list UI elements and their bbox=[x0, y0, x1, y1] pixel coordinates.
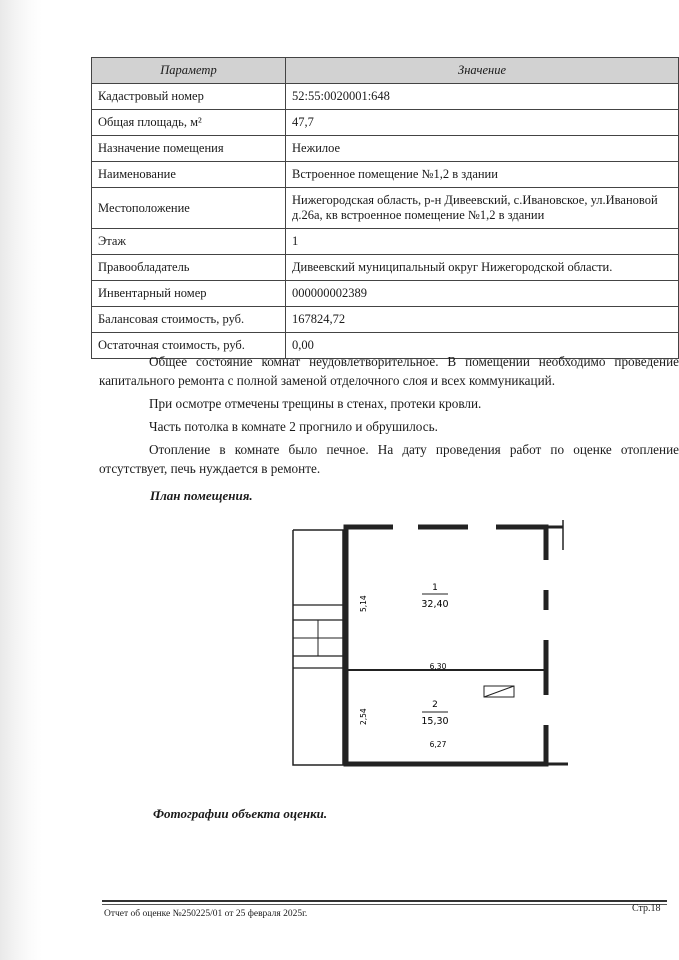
scan-shadow-edge bbox=[0, 0, 42, 960]
room2-number: 2 bbox=[432, 700, 438, 710]
room1-height-dim: 5,14 bbox=[359, 595, 368, 612]
row-value: Нижегородская область, р-н Дивеевский, с.Ивановское, ул.Ивановой д.26а, кв встроенное помещение №1,2 в здании bbox=[286, 188, 679, 229]
table-row bbox=[92, 84, 679, 110]
table-row bbox=[92, 136, 679, 162]
row-param: Местоположение bbox=[92, 188, 286, 229]
row-value: Встроенное помещение №1,2 в здании bbox=[286, 162, 679, 188]
paragraph: При осмотре отмечены трещины в стенах, протеки кровли. bbox=[149, 396, 482, 411]
table-row bbox=[92, 307, 679, 333]
floor-plan bbox=[288, 520, 679, 770]
paragraph: Часть потолка в комнате 2 прогнило и обрушилось. bbox=[149, 419, 438, 434]
footer-divider-thin bbox=[102, 904, 667, 905]
room1-width-dim: 6,30 bbox=[429, 662, 447, 671]
plan-walls bbox=[293, 520, 568, 765]
table-row bbox=[92, 110, 679, 136]
room2-height-dim: 2,54 bbox=[359, 708, 368, 725]
photos-heading: Фотографии объекта оценки. bbox=[153, 806, 328, 821]
condition-text bbox=[99, 352, 679, 482]
room1-number: 1 bbox=[432, 583, 438, 593]
header-param: Параметр bbox=[92, 58, 286, 84]
footer-divider bbox=[102, 900, 667, 902]
row-param: Этаж bbox=[92, 229, 286, 255]
row-param: Наименование bbox=[92, 162, 286, 188]
parameters-table bbox=[91, 57, 679, 359]
row-value: 167824,72 bbox=[286, 307, 679, 333]
row-param: Назначение помещения bbox=[92, 136, 286, 162]
row-param: Кадастровый номер bbox=[92, 84, 286, 110]
room1-area: 32,40 bbox=[421, 599, 449, 610]
room2-area: 15,30 bbox=[421, 716, 449, 727]
row-param: Общая площадь, м² bbox=[92, 110, 286, 136]
room2-width-dim: 6,27 bbox=[429, 740, 447, 749]
row-param: Остаточная стоимость, руб. bbox=[92, 333, 286, 359]
table-row bbox=[92, 188, 679, 229]
row-value: Нежилое bbox=[286, 136, 679, 162]
row-value: 000000002389 bbox=[286, 281, 679, 307]
row-param: Инвентарный номер bbox=[92, 281, 286, 307]
table-row bbox=[92, 255, 679, 281]
table-row bbox=[92, 162, 679, 188]
table-row bbox=[92, 229, 679, 255]
row-value: 0,00 bbox=[286, 333, 679, 359]
row-param: Балансовая стоимость, руб. bbox=[92, 307, 286, 333]
table-row bbox=[92, 281, 679, 307]
row-value: Дивеевский муниципальный округ Нижегородской области. bbox=[286, 255, 679, 281]
table-header-row bbox=[92, 58, 679, 84]
footer-report-ref: Отчет об оценке №250225/01 от 25 февраля 2025г. bbox=[104, 909, 308, 919]
footer-page-number: Стр.18 bbox=[632, 903, 661, 914]
paragraph: Отопление в комнате было печное. На дату проведения работ по оценке отопление отсутствует, печь нуждается в ремонте. bbox=[99, 442, 679, 476]
row-param: Правообладатель bbox=[92, 255, 286, 281]
plan-heading: План помещения. bbox=[150, 488, 253, 503]
row-value: 47,7 bbox=[286, 110, 679, 136]
paragraph: Общее состояние комнат неудовлетворительное. В помещении необходимо проведение капитального ремонта с полной заменой отделочного слоя и всех коммуникаций. bbox=[99, 354, 679, 388]
row-value: 52:55:0020001:648 bbox=[286, 84, 679, 110]
row-value: 1 bbox=[286, 229, 679, 255]
header-value: Значение bbox=[286, 58, 679, 84]
